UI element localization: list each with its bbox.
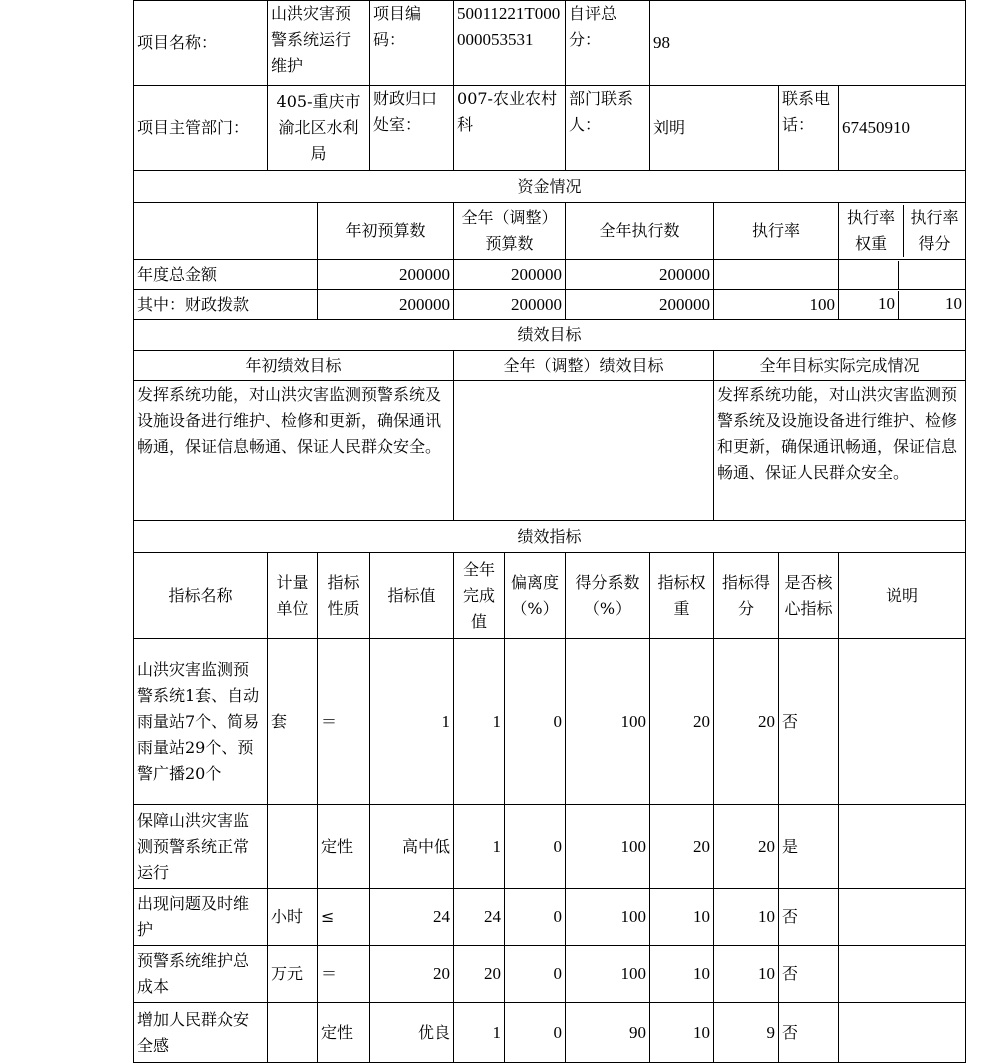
funds-executed: 200000: [566, 260, 714, 290]
indicator-value: 优良: [370, 1003, 454, 1063]
goals-content-row: [134, 381, 966, 521]
funds-header: 全年（调整）预算数: [454, 203, 566, 260]
funds-initial: 200000: [318, 260, 454, 290]
indicator-row: [134, 889, 966, 946]
indicator-value: 24: [370, 889, 454, 946]
indicator-weight: 20: [650, 805, 714, 889]
indicator-coef: 100: [566, 639, 650, 805]
goals-header-row: [134, 351, 966, 381]
funds-row: [134, 260, 966, 290]
project-code-value: 50011221T000000053531: [454, 1, 566, 86]
indicator-deviation: 0: [505, 889, 566, 946]
indicator-row: [134, 1003, 966, 1063]
funds-header: 执行率权重: [839, 205, 904, 257]
self-score-label: 自评总分：: [566, 1, 650, 86]
indicators-section-title: 绩效指标: [134, 521, 966, 553]
funds-header: 年初预算数: [318, 203, 454, 260]
goals-header-actual: 全年目标实际完成情况: [714, 351, 966, 381]
indicator-weight: 20: [650, 639, 714, 805]
indicator-done: 1: [454, 1003, 505, 1063]
indicator-weight: 10: [650, 1003, 714, 1063]
indicator-coef: 100: [566, 946, 650, 1003]
funds-rate: [714, 260, 839, 290]
indicator-nature: 定性: [318, 1003, 370, 1063]
indicator-header: 指标值: [370, 553, 454, 639]
goals-initial-text: 发挥系统功能，对山洪灾害监测预警系统及设施设备进行维护、检修和更新，确保通讯畅通，保证信息畅通、保证人民群众安全。: [134, 381, 454, 521]
indicator-deviation: 0: [505, 946, 566, 1003]
indicator-header: 全年完成值: [454, 553, 505, 639]
indicator-nature: ＝: [318, 946, 370, 1003]
indicator-header: 指标权重: [650, 553, 714, 639]
funds-row-label: 年度总金额: [134, 260, 318, 290]
indicator-row: [134, 946, 966, 1003]
goals-header-initial: 年初绩效目标: [134, 351, 454, 381]
indicator-header: 指标名称: [134, 553, 268, 639]
funds-initial: 200000: [318, 290, 454, 320]
goals-section-title: 绩效目标: [134, 320, 966, 351]
indicator-deviation: 0: [505, 639, 566, 805]
indicator-score: 10: [714, 946, 779, 1003]
indicator-name: 增加人民群众安全感: [134, 1003, 268, 1063]
indicator-value: 1: [370, 639, 454, 805]
indicator-row: [134, 805, 966, 889]
indicator-done: 1: [454, 639, 505, 805]
indicator-note: [839, 1003, 966, 1063]
indicator-row: [134, 639, 966, 805]
indicator-header: 说明: [839, 553, 966, 639]
funds-header-blank: [134, 203, 318, 260]
indicator-coef: 100: [566, 889, 650, 946]
indicator-name: 保障山洪灾害监测预警系统正常运行: [134, 805, 268, 889]
funds-weight-score: [839, 260, 966, 290]
indicator-done: 1: [454, 805, 505, 889]
indicator-name: 预警系统维护总成本: [134, 946, 268, 1003]
funds-weight: 10: [839, 291, 899, 319]
self-score-value: 98: [650, 1, 966, 86]
funds-executed: 200000: [566, 290, 714, 320]
indicator-header: 指标性质: [318, 553, 370, 639]
funds-row: [134, 290, 966, 320]
project-info-row: [134, 1, 966, 86]
indicator-note: [839, 889, 966, 946]
funds-header: 全年执行数: [566, 203, 714, 260]
goals-actual-text: 发挥系统功能，对山洪灾害监测预警系统及设施设备进行维护、检修和更新，确保通讯畅通，保证信息畅通、保证人民群众安全。: [714, 381, 966, 521]
goals-header-adjusted: 全年（调整）绩效目标: [454, 351, 714, 381]
phone-value: 67450910: [839, 86, 966, 171]
department-row: [134, 86, 966, 171]
indicator-value: 20: [370, 946, 454, 1003]
indicator-score: 20: [714, 639, 779, 805]
funds-adjusted: 200000: [454, 260, 566, 290]
indicator-coef: 90: [566, 1003, 650, 1063]
indicator-nature: ≤: [318, 889, 370, 946]
indicator-score: 9: [714, 1003, 779, 1063]
indicator-header: 指标得分: [714, 553, 779, 639]
goals-adjusted-text: [454, 381, 714, 521]
indicator-core: 否: [779, 1003, 839, 1063]
indicator-name: 山洪灾害监测预警系统1套、自动雨量站7个、简易雨量站29个、预警广播20个: [134, 639, 268, 805]
funds-adjusted: 200000: [454, 290, 566, 320]
funds-section-title: 资金情况: [134, 171, 966, 203]
indicator-value: 高中低: [370, 805, 454, 889]
indicator-unit: [268, 805, 318, 889]
funds-weight-score: [839, 290, 966, 320]
funds-header: 执行率得分: [910, 208, 959, 253]
indicator-deviation: 0: [505, 805, 566, 889]
indicator-note: [839, 946, 966, 1003]
indicators-header-row: [134, 553, 966, 639]
indicator-score: 20: [714, 805, 779, 889]
indicator-nature: 定性: [318, 805, 370, 889]
indicator-header: 得分系数（%）: [566, 553, 650, 639]
funds-header-row: [134, 203, 966, 260]
indicator-score: 10: [714, 889, 779, 946]
dept-value: 405-重庆市渝北区水利局: [268, 86, 370, 171]
funds-score: [899, 261, 965, 289]
project-code-label: 项目编码：: [370, 1, 454, 86]
indicator-weight: 10: [650, 889, 714, 946]
dept-label: 项目主管部门：: [134, 86, 268, 171]
project-name-value: 山洪灾害预警系统运行维护: [268, 1, 370, 86]
funds-header: [839, 203, 966, 260]
indicator-unit: 套: [268, 639, 318, 805]
indicator-header: 偏离度（%）: [505, 553, 566, 639]
indicator-unit: 小时: [268, 889, 318, 946]
performance-evaluation-table: [133, 0, 966, 1063]
indicator-weight: 10: [650, 946, 714, 1003]
indicator-note: [839, 639, 966, 805]
indicator-note: [839, 805, 966, 889]
indicator-deviation: 0: [505, 1003, 566, 1063]
indicator-core: 否: [779, 946, 839, 1003]
contact-label: 部门联系人：: [566, 86, 650, 171]
indicator-unit: 万元: [268, 946, 318, 1003]
indicator-header: 计量单位: [268, 553, 318, 639]
phone-label: 联系电话：: [779, 86, 839, 171]
indicator-core: 否: [779, 639, 839, 805]
project-name-label: 项目名称：: [134, 1, 268, 86]
funds-row-label: 其中：财政拨款: [134, 290, 318, 320]
finance-office-value: 007-农业农村科: [454, 86, 566, 171]
funds-rate: 100: [714, 290, 839, 320]
funds-weight: [839, 261, 899, 289]
funds-header: 执行率: [714, 203, 839, 260]
finance-office-label: 财政归口处室：: [370, 86, 454, 171]
indicator-name: 出现问题及时维护: [134, 889, 268, 946]
indicator-done: 20: [454, 946, 505, 1003]
indicator-unit: [268, 1003, 318, 1063]
indicator-done: 24: [454, 889, 505, 946]
indicator-nature: ＝: [318, 639, 370, 805]
indicator-coef: 100: [566, 805, 650, 889]
funds-score: 10: [945, 293, 963, 313]
indicator-core: 否: [779, 889, 839, 946]
contact-value: 刘明: [650, 86, 779, 171]
indicator-header: 是否核心指标: [779, 553, 839, 639]
indicator-core: 是: [779, 805, 839, 889]
